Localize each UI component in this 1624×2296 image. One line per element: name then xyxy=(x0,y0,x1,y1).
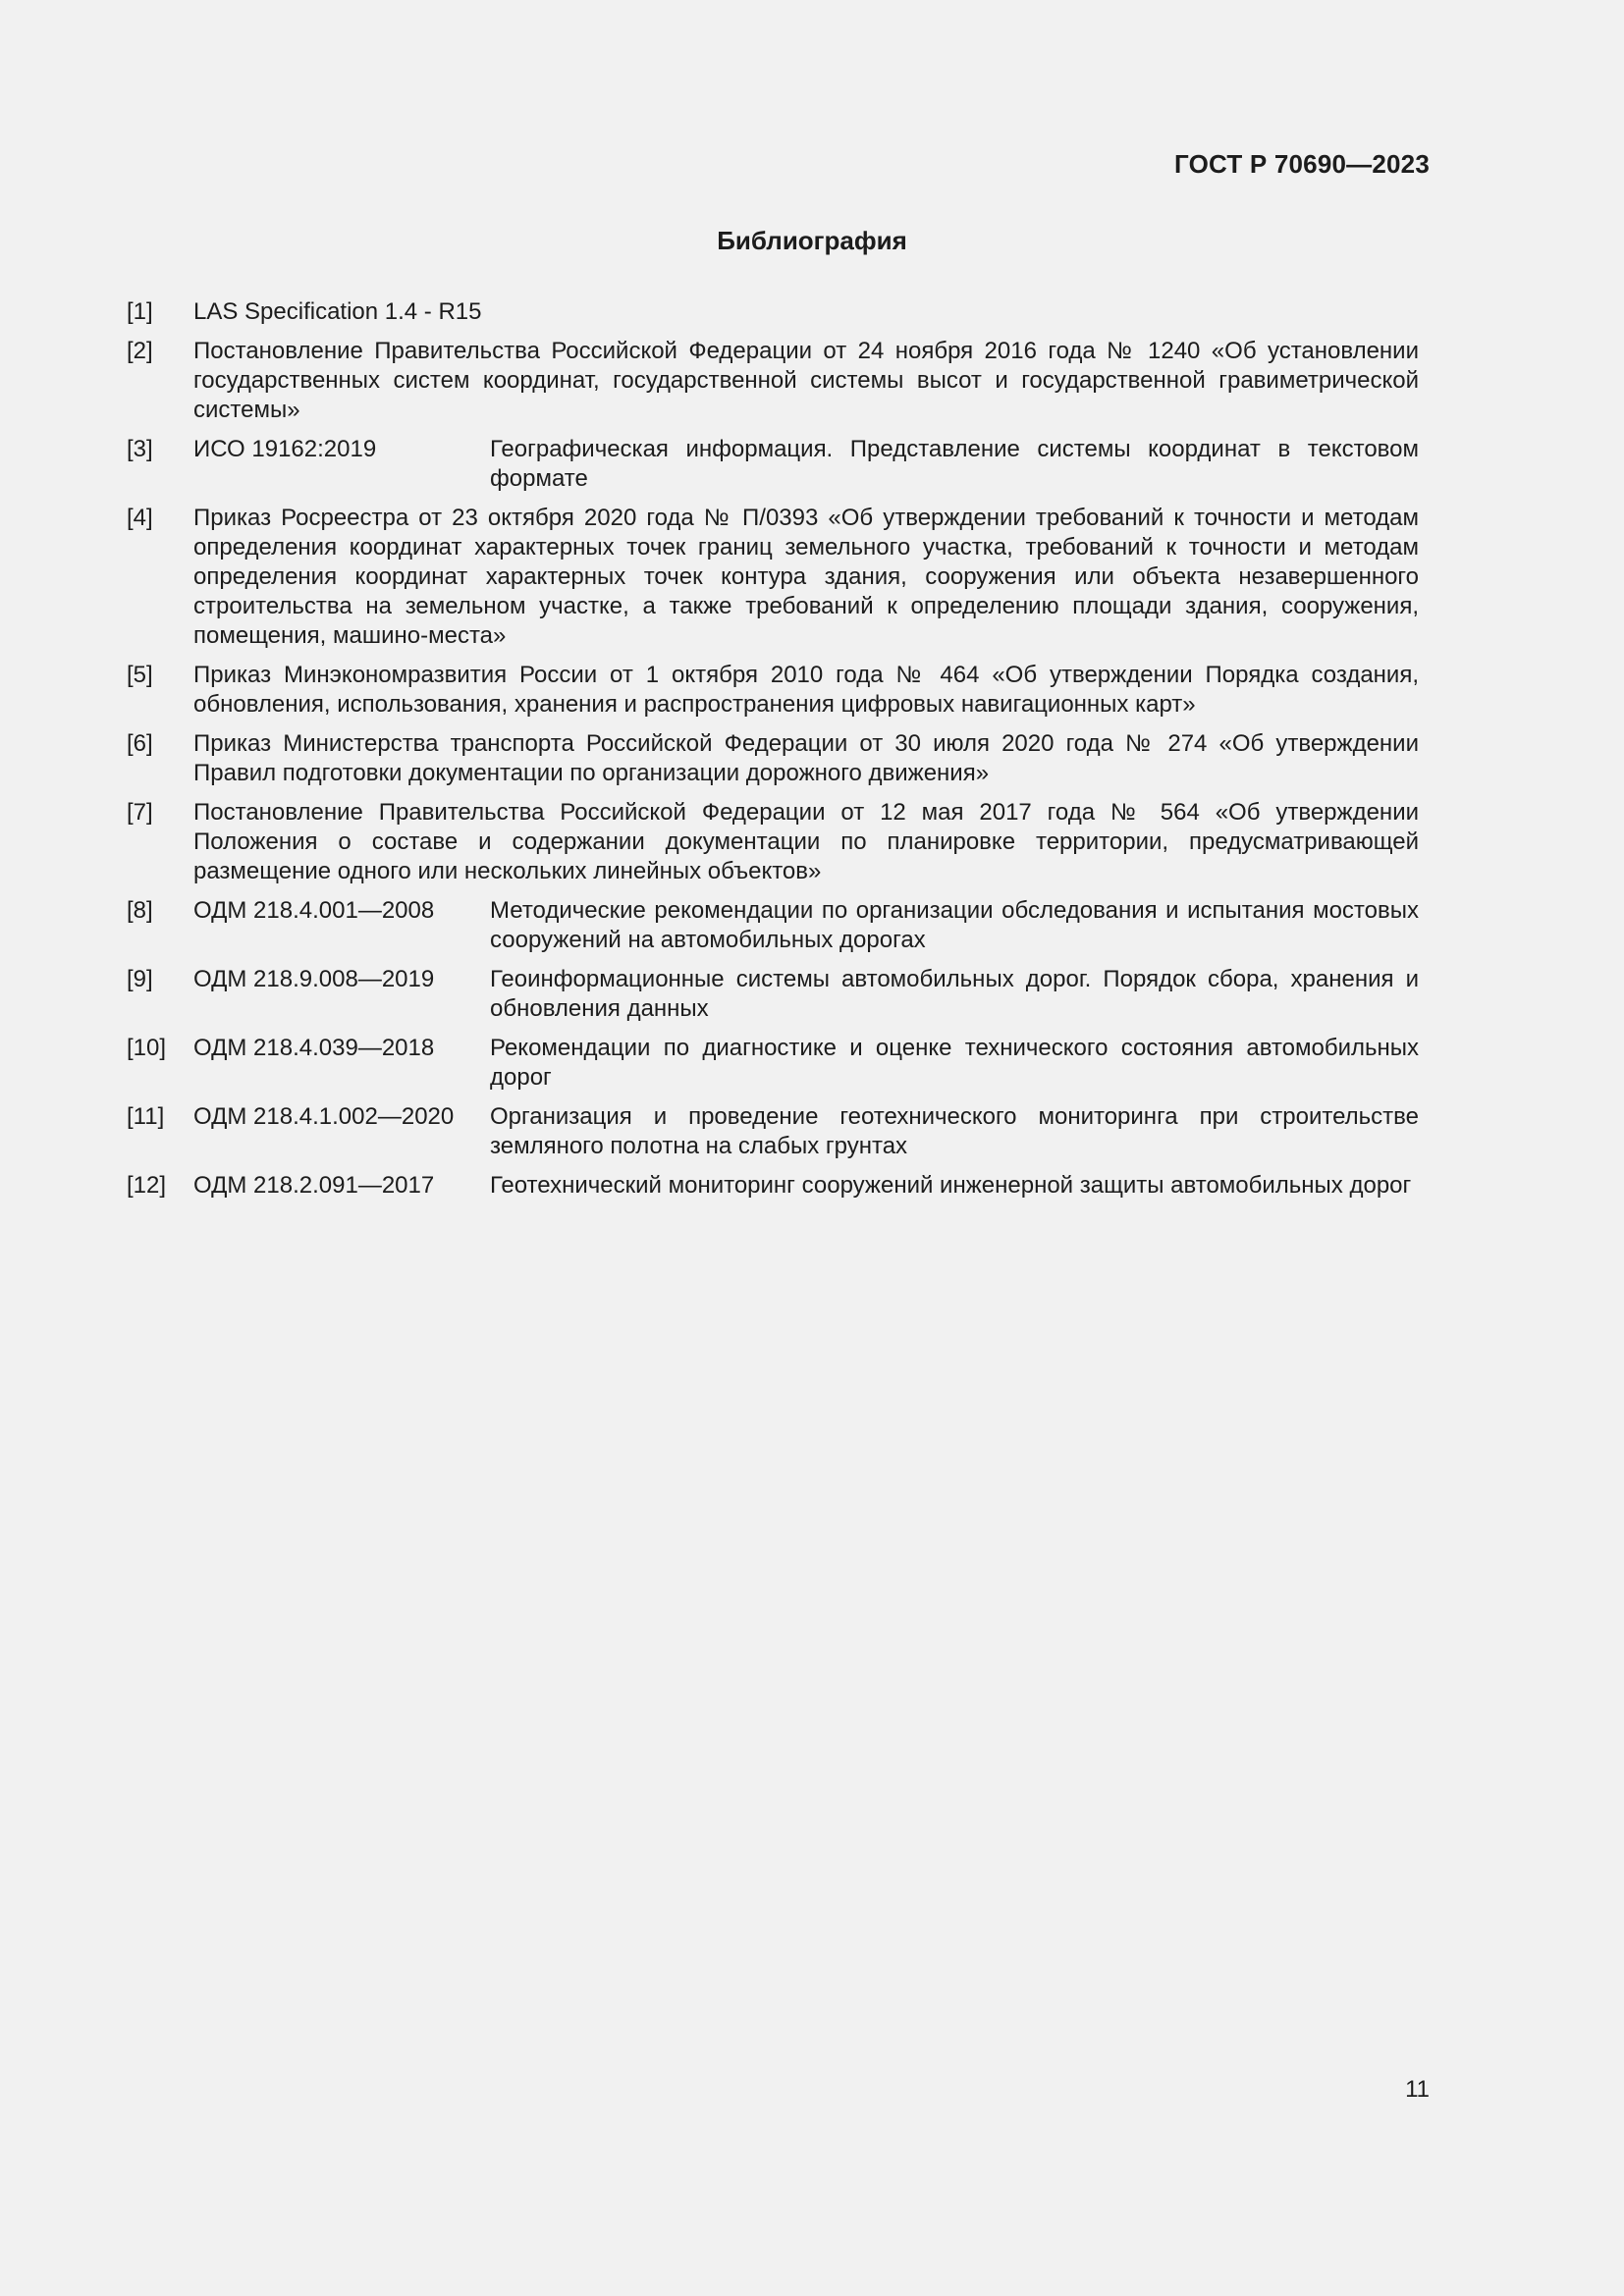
entry-text: Геотехнический мониторинг сооружений инженерной защиты автомобильных дорог xyxy=(490,1172,1412,1199)
entry-text: Приказ Минэкономразвития России от 1 октября 2010 года № 464 «Об утверждении Порядка создания, обновления, использования, хранения и распространения цифровых навигационных карт» xyxy=(193,662,1419,718)
bibliography-entry xyxy=(127,965,1419,1024)
entry-number: [9] xyxy=(127,966,153,992)
entry-text: Методические рекомендации по организации обследования и испытания мостовых сооружений на автомобильных дорогах xyxy=(490,897,1419,953)
entry-text: Постановление Правительства Российской Федерации от 24 ноября 2016 года № 1240 «Об установлении государственных систем координат, государственной системы высот и государственной гравиметрической системы» xyxy=(193,338,1419,423)
entry-code: ОДМ 218.4.001—2008 xyxy=(193,897,435,924)
entry-code: ИСО 19162:2019 xyxy=(193,436,377,462)
entry-number: [2] xyxy=(127,338,153,364)
bibliography-entry xyxy=(127,729,1419,788)
entry-code: ОДМ 218.4.1.002—2020 xyxy=(193,1103,455,1130)
page-number: 11 xyxy=(1405,2076,1430,2103)
bibliography-entry xyxy=(127,1171,1419,1201)
bibliography-entry xyxy=(127,504,1419,651)
document-code: ГОСТ Р 70690—2023 xyxy=(1174,149,1430,179)
bibliography-entry xyxy=(127,661,1419,720)
bibliography-entry xyxy=(127,297,1419,327)
bibliography-list xyxy=(127,297,1419,1210)
entry-number: [5] xyxy=(127,662,153,688)
entry-number: [10] xyxy=(127,1035,167,1061)
entry-code: ОДМ 218.4.039—2018 xyxy=(193,1035,435,1061)
entry-text: Геоинформационные системы автомобильных дорог. Порядок сбора, хранения и обновления данных xyxy=(490,966,1419,1022)
bibliography-title: Библиография xyxy=(717,226,907,255)
bibliography-entry xyxy=(127,337,1419,425)
entry-number: [6] xyxy=(127,730,153,757)
bibliography-entry xyxy=(127,798,1419,886)
entry-text: Рекомендации по диагностике и оценке технического состояния автомобильных дорог xyxy=(490,1035,1419,1091)
entry-text: LAS Specification 1.4 - R15 xyxy=(193,298,482,325)
entry-text: Географическая информация. Представление системы координат в текстовом формате xyxy=(490,436,1419,492)
entry-number: [11] xyxy=(127,1103,165,1130)
entry-number: [1] xyxy=(127,298,153,325)
bibliography-entry xyxy=(127,1102,1419,1161)
entry-text: Приказ Росреестра от 23 октября 2020 года № П/0393 «Об утверждении требований к точности и методам определения координат характерных точек границ земельного участка, требований к точности и методам определения координат характерных точек контура здания, сооружения или объекта незавершенного строительства на земельном участке, а также требований к определению площади здания, сооружения, помещения, машино-места» xyxy=(193,505,1419,649)
entry-number: [3] xyxy=(127,436,153,462)
entry-number: [8] xyxy=(127,897,153,924)
entry-code: ОДМ 218.2.091—2017 xyxy=(193,1172,435,1199)
entry-text: Постановление Правительства Российской Федерации от 12 мая 2017 года № 564 «Об утверждении Положения о составе и содержании документации по планировке территории, предусматривающей размещение одного или нескольких линейных объектов» xyxy=(193,799,1419,884)
entry-number: [7] xyxy=(127,799,153,826)
entry-text: Приказ Министерства транспорта Российской Федерации от 30 июля 2020 года № 274 «Об утверждении Правил подготовки документации по организации дорожного движения» xyxy=(193,730,1419,786)
bibliography-entry xyxy=(127,1034,1419,1093)
entry-code: ОДМ 218.9.008—2019 xyxy=(193,966,435,992)
bibliography-entry xyxy=(127,896,1419,955)
entry-number: [12] xyxy=(127,1172,167,1199)
entry-number: [4] xyxy=(127,505,153,531)
bibliography-entry xyxy=(127,435,1419,494)
entry-text: Организация и проведение геотехнического мониторинга при строительстве земляного полотна на слабых грунтах xyxy=(490,1103,1419,1159)
